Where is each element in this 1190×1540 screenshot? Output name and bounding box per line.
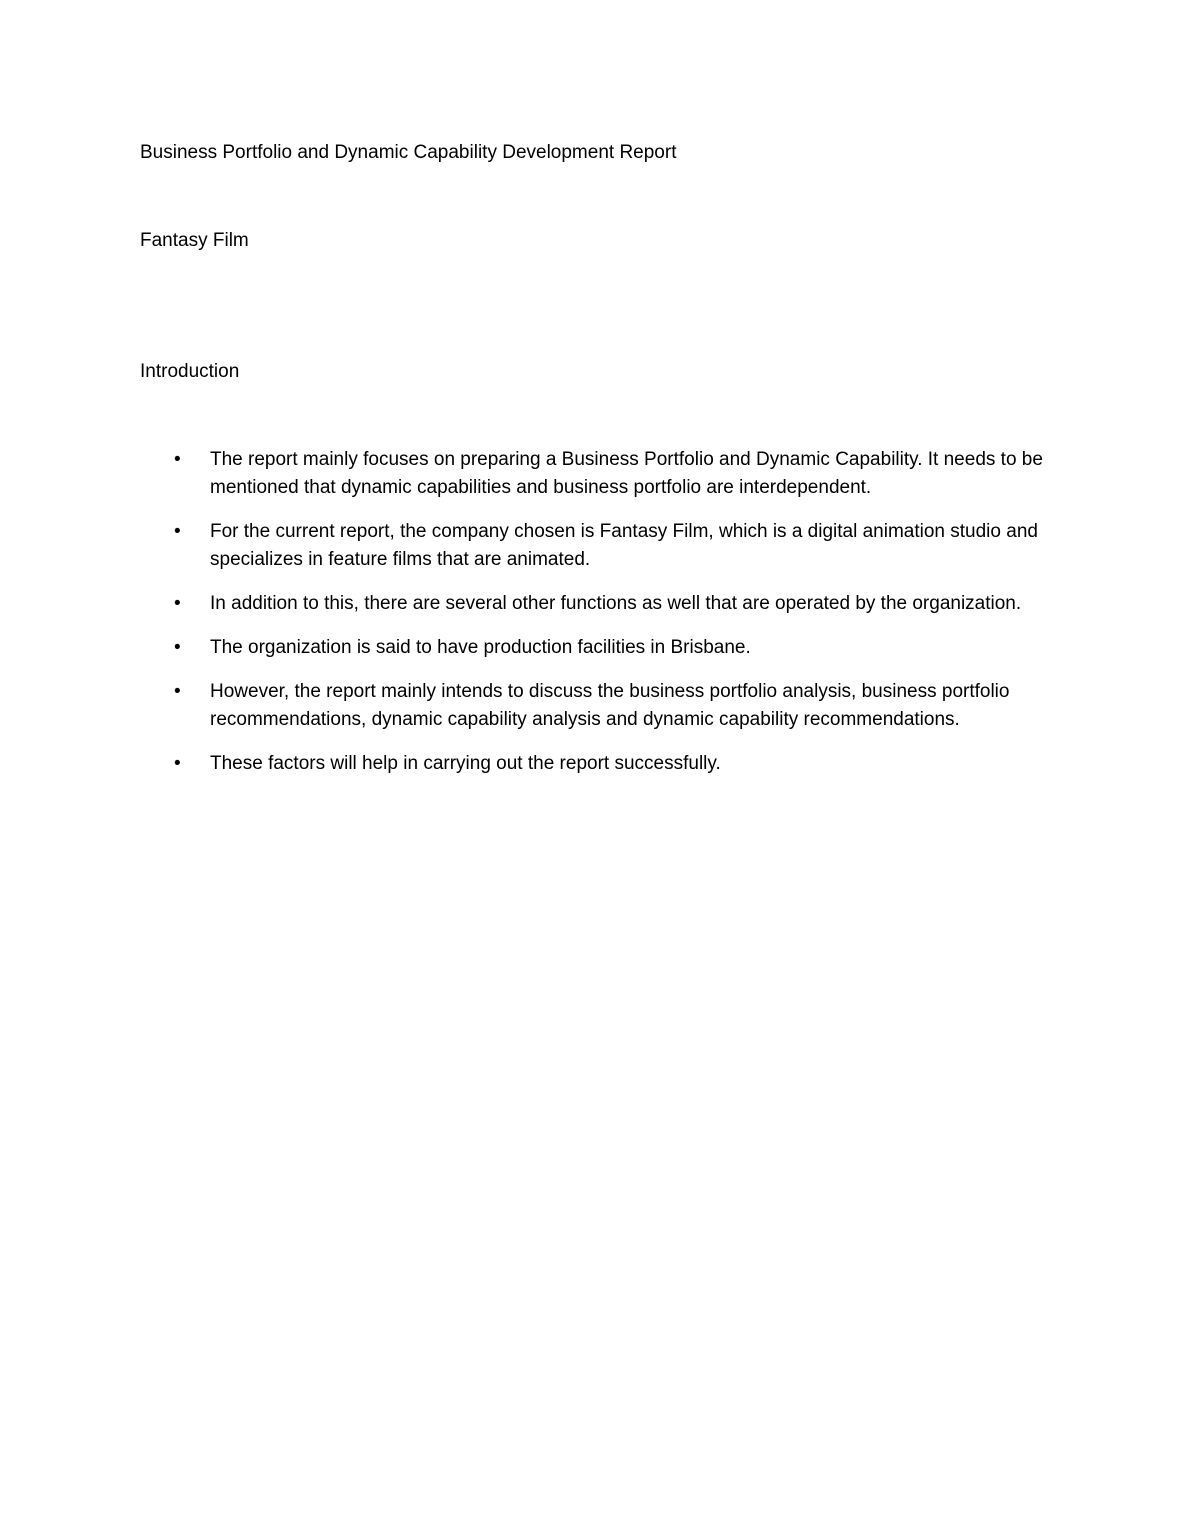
bullet-text: These factors will help in carrying out the report successfully.: [210, 753, 721, 774]
company-name: Fantasy Film: [140, 230, 249, 251]
list-item: [0, 590, 1050, 618]
bullet-icon: •: [174, 449, 181, 470]
bullet-icon: •: [174, 521, 181, 542]
bullet-icon: •: [174, 681, 181, 702]
introduction-bullet-list: [0, 446, 1190, 794]
bullet-icon: •: [174, 753, 181, 774]
list-item: [0, 750, 1050, 778]
bullet-icon: •: [174, 637, 181, 658]
bullet-icon: •: [174, 593, 181, 614]
list-item: [0, 518, 1050, 574]
list-item: [0, 634, 1050, 662]
bullet-text: However, the report mainly intends to discuss the business portfolio analysis, business portfolio recommendations, dynamic capability analysis and dynamic capability recommendations.: [210, 681, 1010, 730]
list-item: [0, 678, 1050, 734]
bullet-text: In addition to this, there are several other functions as well that are operated by the organization.: [210, 593, 1022, 614]
bullet-text: The report mainly focuses on preparing a Business Portfolio and Dynamic Capability. It needs to be mentioned that dynamic capabilities and business portfolio are interdependent.: [210, 449, 1043, 498]
list-item: [0, 446, 1050, 502]
bullet-text: For the current report, the company chosen is Fantasy Film, which is a digital animation studio and specializes in feature films that are animated.: [210, 521, 1038, 570]
section-heading-introduction: Introduction: [140, 361, 240, 382]
report-title: Business Portfolio and Dynamic Capability Development Report: [140, 142, 677, 163]
bullet-text: The organization is said to have production facilities in Brisbane.: [210, 637, 751, 658]
